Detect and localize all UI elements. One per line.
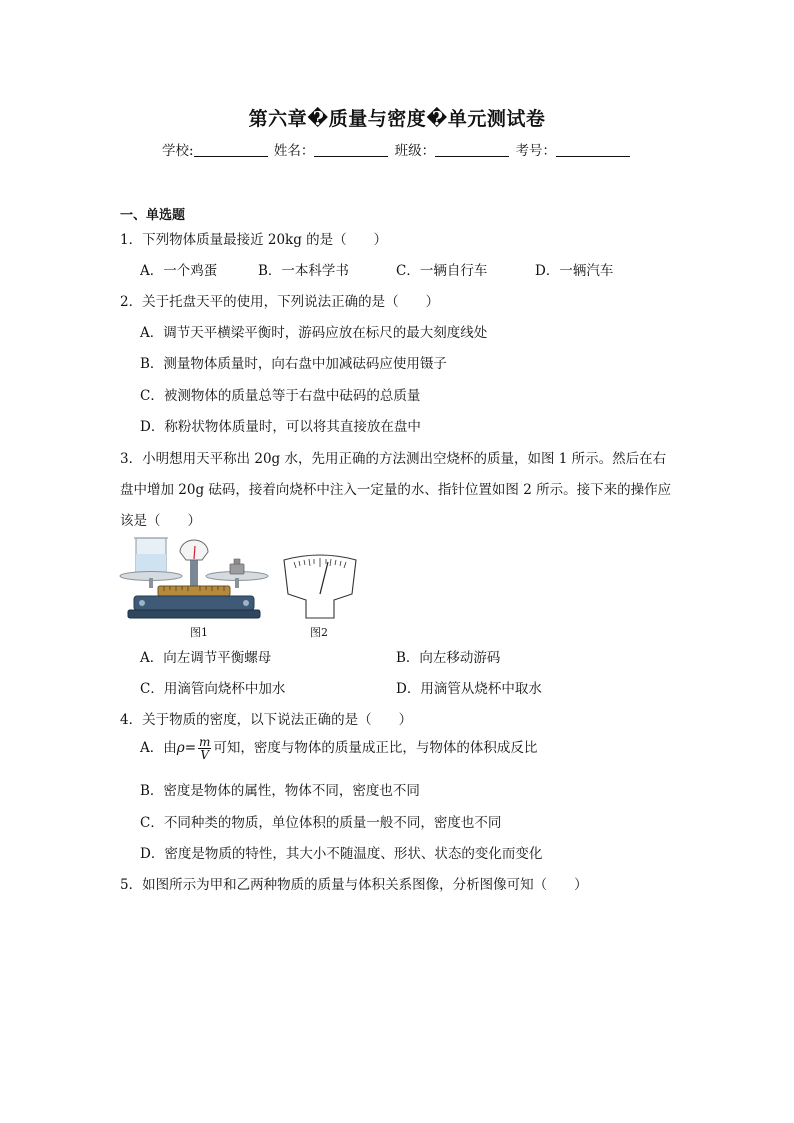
option-a-prefix: A．由 [140,740,177,756]
question-4-option-c: C．不同种类的物质，单位体积的质量一般不同，密度也不同 [140,815,502,831]
figure-1-caption: 图1 [190,626,208,639]
number-blank [556,142,630,157]
rho-symbol: ρ [176,740,185,756]
question-1-stem: 1．下列物体质量最接近 20kg 的是（ ） [120,232,388,248]
question-4-option-a [140,736,537,761]
pointer-scale-figure [280,552,360,620]
question-4-option-d: D．密度是物质的特性，其大小不随温度、形状、状态的变化而变化 [140,846,543,862]
fraction-numerator: m [199,735,211,749]
question-1-option-d: D．一辆汽车 [535,263,614,279]
balance-scale-figure [118,532,270,624]
question-3-stem-line-2: 盘中增加 20g 砝码，接着向烧杯中注入一定量的水、指针位置如图 2 所示。接下来的操作应 [120,482,672,498]
equals-sign: = [184,740,196,756]
name-label: 姓名： [273,143,315,159]
question-4-option-b: B．密度是物体的属性，物体不同，密度也不同 [140,783,420,799]
school-label: 学校: [162,143,194,159]
question-3-stem-line-3: 该是（ ） [120,513,201,529]
question-1-option-b: B．一本科学书 [258,263,349,279]
question-3-option-b: B．向左移动游码 [396,650,501,666]
question-4-stem: 4．关于物质的密度，以下说法正确的是（ ） [120,712,413,728]
question-5-stem: 5．如图所示为甲和乙两种物质的质量与体积关系图像，分析图像可知（ ） [120,877,588,893]
density-fraction [198,736,211,761]
class-blank [435,142,509,157]
question-3-option-d: D．用滴管从烧杯中取水 [396,681,542,697]
option-a-suffix: 可知，密度与物体的质量成正比，与物体的体积成反比 [213,740,538,756]
fraction-denominator: V [200,748,210,762]
class-label: 班级： [394,143,436,159]
section-title-single-choice: 一、单选题 [120,208,186,223]
question-3-option-a: A．向左调节平衡螺母 [140,650,272,666]
name-blank [314,142,388,157]
question-2-option-b: B．测量物体质量时，向右盘中加减砝码应使用镊子 [140,356,447,372]
question-2-option-c: C．被测物体的质量总等于右盘中砝码的总质量 [140,388,421,404]
question-2-stem: 2．关于托盘天平的使用，下列说法正确的是（ ） [120,294,440,310]
question-1-option-a: A．一个鸡蛋 [140,263,218,279]
page-title: 第六章�质量与密度�单元测试卷 [248,108,546,130]
question-3-stem-line-1: 3．小明想用天平称出 20g 水，先用正确的方法测出空烧杯的质量，如图 1 所示。然后在右 [120,451,667,467]
question-2-option-d: D．称粉状物体质量时，可以将其直接放在盘中 [140,419,421,435]
school-blank [194,142,268,157]
question-3-option-c: C．用滴管向烧杯中加水 [140,681,286,697]
figure-2-caption: 图2 [310,626,328,639]
question-2-option-a: A．调节天平横梁平衡时，游码应放在标尺的最大刻度线处 [140,325,488,341]
student-info-line [0,139,794,159]
question-1-option-c: C．一辆自行车 [396,263,488,279]
number-label: 考号： [515,143,556,159]
